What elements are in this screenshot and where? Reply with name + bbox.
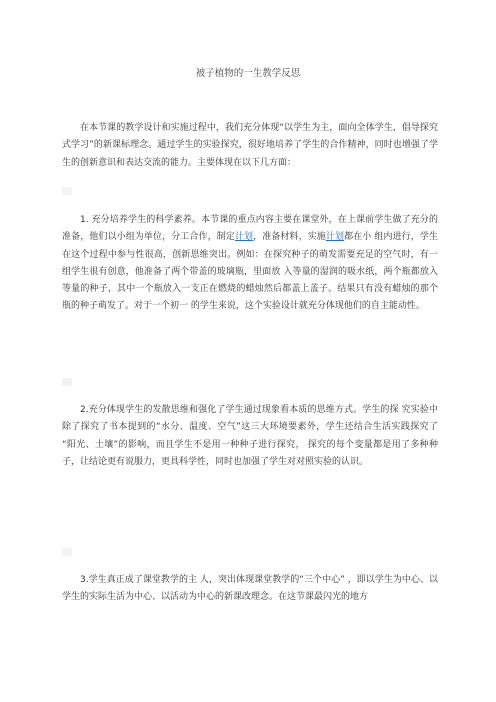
paragraph-separator [62,548,72,556]
point-2-paragraph: 2.充分体现学生的发散思维和强化了学生通过现象看本质的思维方式。学生的探 究实验中除了探究了书本提到的“水分、温度、空气”这三大环境要素外，学生还结合生活实践探究了 “阳光、土壤”的影响，而且学生不是用一种种子进行探究， 探究的每个变量都是用了多种种子，让结论更有说服力，更具科学性，同时也加强了学生对对照实验的认识。 [62,405,438,467]
plan-link-1[interactable]: 计划 [234,232,254,243]
document-title: 被子植物的一生教学反思 [195,68,301,79]
point-1-text-b: ，准备材料，实施 [253,232,326,243]
paragraph-separator [62,187,72,195]
intro-paragraph: 在本节课的教学设计和实施过程中，我们充分体现“以学生为主，面向全体学生，倡导探究式学习”的新课标理念。通过学生的实验探究，很好地培养了学生的合作精神，同时也增强了学生的创新意识和表达交流的能力。主要体现在以下几方面： [62,123,438,168]
paragraph-separator [62,378,72,386]
plan-link-2[interactable]: 计划 [325,232,345,243]
point-1-paragraph [62,212,438,316]
point-1-text-a: 1. 充分培养学生的科学素养。本节课的重点内容主要在课堂外，在上课前学生做了充分的准备，他们以小组为单位，分工合作，制定 [62,215,438,243]
point-1-text-c: 都在小 组内进行，学生在这个过程中参与性很高，创新思维突出。例如：在探究种子的萌发需要充足的空气时，有一组学生很有创意，他准备了两个带盖的玻璃瓶，里面放 入等量的湿润的吸水纸，两个瓶都放入等量的种子，其中一个瓶放入一支正在燃烧的蜡烛然后都盖上盖子。结果只有没有蜡烛的那个瓶的种子萌发了。对于一个初一 的学生来说，这个实验设计就充分体现他们的自主能动性。 [62,232,438,312]
point-3-paragraph: 3.学生真正成了课堂教学的主 人，突出体现课堂教学的“三个中心” ，即以学生为中心、以学生的实际生活为中心、以活动为中心的新课改理念。在这节课最闪光的地方 [62,575,438,603]
